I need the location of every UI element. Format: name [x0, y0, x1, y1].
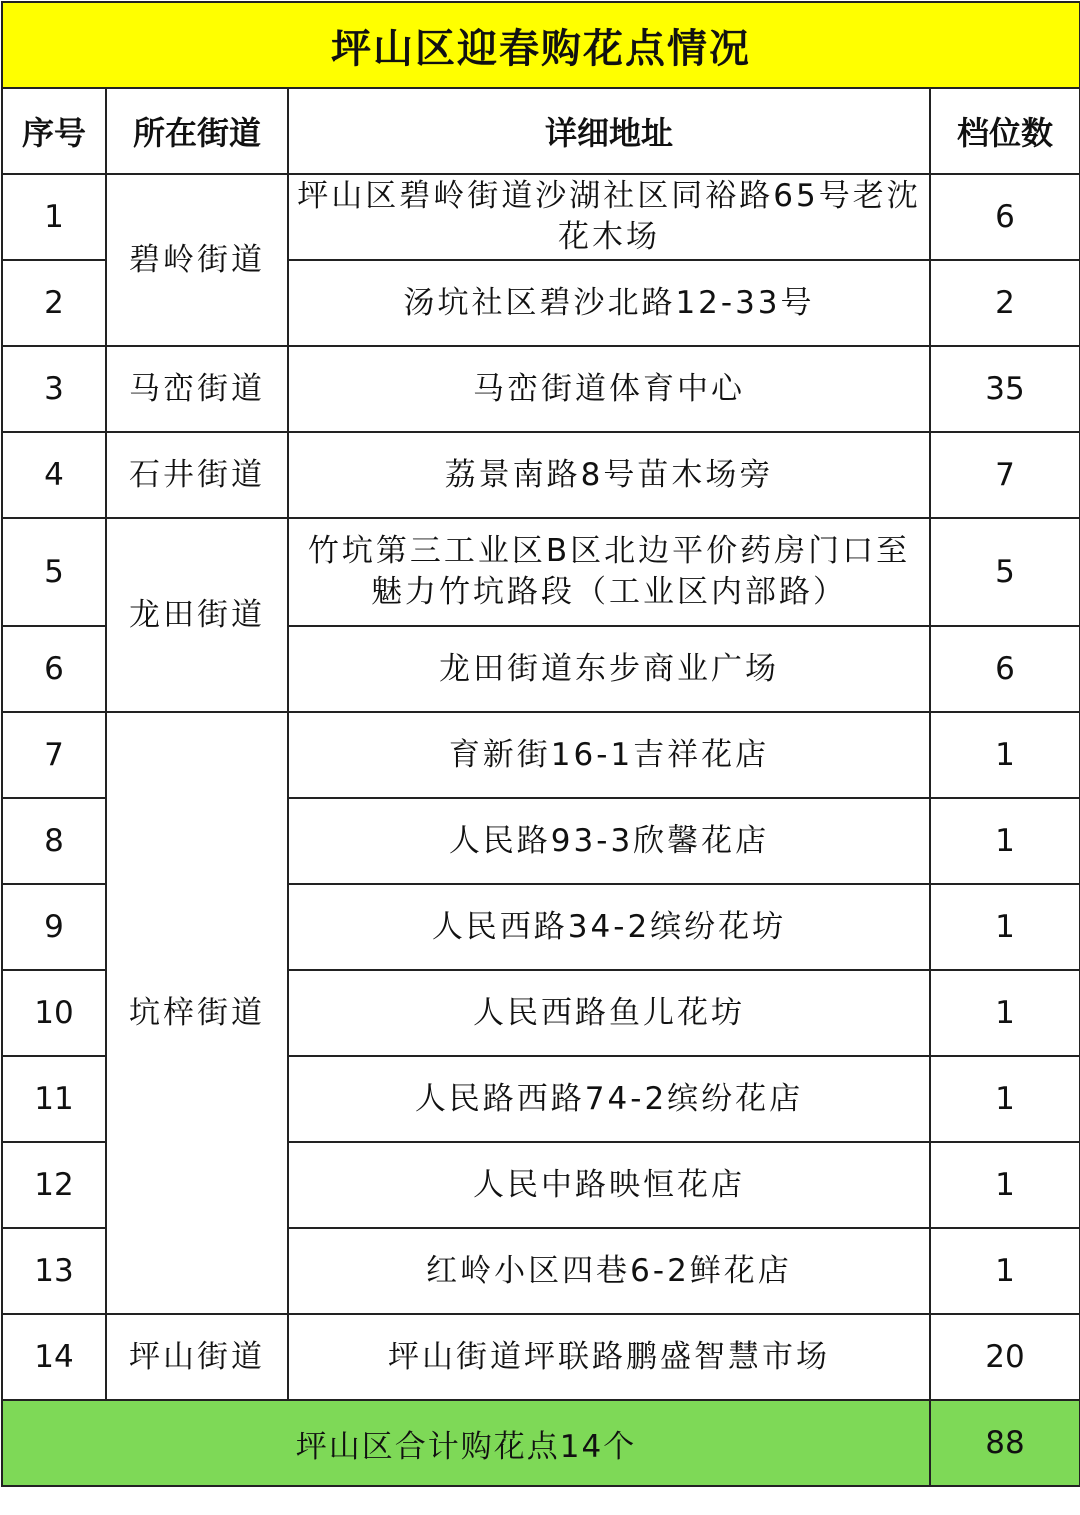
row-index: 10 — [2, 970, 106, 1056]
row-address: 龙田街道东步商业广场 — [288, 626, 930, 712]
table-row — [2, 712, 1080, 798]
street-cell: 石井街道 — [106, 432, 288, 518]
street-cell: 坑梓街道 — [106, 712, 288, 1314]
row-stalls: 1 — [930, 970, 1080, 1056]
title-row — [2, 2, 1080, 88]
header-street: 所在街道 — [106, 88, 288, 174]
row-address: 人民路93-3欣馨花店 — [288, 798, 930, 884]
table-title: 坪山区迎春购花点情况 — [2, 2, 1080, 88]
row-address: 育新街16-1吉祥花店 — [288, 712, 930, 798]
row-stalls: 35 — [930, 346, 1080, 432]
row-index: 1 — [2, 174, 106, 260]
street-cell: 碧岭街道 — [106, 174, 288, 346]
row-stalls: 20 — [930, 1314, 1080, 1400]
street-cell: 龙田街道 — [106, 518, 288, 712]
row-address: 人民西路鱼儿花坊 — [288, 970, 930, 1056]
table-row — [2, 432, 1080, 518]
row-stalls: 1 — [930, 1142, 1080, 1228]
row-index: 2 — [2, 260, 106, 346]
row-stalls: 1 — [930, 884, 1080, 970]
row-address: 人民西路34-2缤纷花坊 — [288, 884, 930, 970]
row-address: 荔景南路8号苗木场旁 — [288, 432, 930, 518]
row-index: 14 — [2, 1314, 106, 1400]
row-stalls: 6 — [930, 174, 1080, 260]
row-address: 竹坑第三工业区B区北边平价药房门口至魅力竹坑路段（工业区内部路） — [288, 518, 930, 626]
header-row — [2, 88, 1080, 174]
row-address: 坪山区碧岭街道沙湖社区同裕路65号老沈花木场 — [288, 174, 930, 260]
row-address: 红岭小区四巷6-2鲜花店 — [288, 1228, 930, 1314]
row-stalls: 1 — [930, 1056, 1080, 1142]
row-stalls: 6 — [930, 626, 1080, 712]
row-index: 12 — [2, 1142, 106, 1228]
flower-points-table — [1, 1, 1080, 1487]
row-index: 3 — [2, 346, 106, 432]
row-address: 人民路西路74-2缤纷花店 — [288, 1056, 930, 1142]
row-index: 13 — [2, 1228, 106, 1314]
row-index: 8 — [2, 798, 106, 884]
row-index: 4 — [2, 432, 106, 518]
table-row — [2, 174, 1080, 260]
row-address: 坪山街道坪联路鹏盛智慧市场 — [288, 1314, 930, 1400]
row-address: 马峦街道体育中心 — [288, 346, 930, 432]
table-row — [2, 518, 1080, 626]
row-index: 5 — [2, 518, 106, 626]
row-stalls: 7 — [930, 432, 1080, 518]
row-stalls: 1 — [930, 1228, 1080, 1314]
row-index: 9 — [2, 884, 106, 970]
header-address: 详细地址 — [288, 88, 930, 174]
total-stalls: 88 — [930, 1400, 1080, 1486]
row-stalls: 1 — [930, 712, 1080, 798]
row-index: 7 — [2, 712, 106, 798]
street-cell: 马峦街道 — [106, 346, 288, 432]
flower-points-sheet — [0, 1, 1080, 1515]
table-row — [2, 1314, 1080, 1400]
row-index: 11 — [2, 1056, 106, 1142]
total-label: 坪山区合计购花点14个 — [2, 1400, 930, 1486]
row-index: 6 — [2, 626, 106, 712]
total-row — [2, 1400, 1080, 1486]
row-address: 汤坑社区碧沙北路12-33号 — [288, 260, 930, 346]
table-row — [2, 346, 1080, 432]
row-stalls: 1 — [930, 798, 1080, 884]
header-stalls: 档位数 — [930, 88, 1080, 174]
street-cell: 坪山街道 — [106, 1314, 288, 1400]
row-address: 人民中路映恒花店 — [288, 1142, 930, 1228]
row-stalls: 2 — [930, 260, 1080, 346]
header-index: 序号 — [2, 88, 106, 174]
row-stalls: 5 — [930, 518, 1080, 626]
